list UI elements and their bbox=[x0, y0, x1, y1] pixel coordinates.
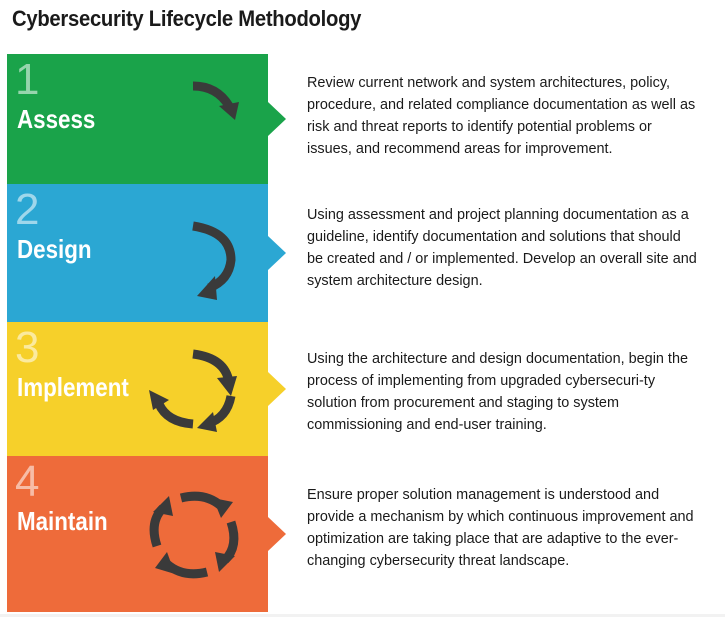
stage-description-assess: Review current network and system architectures, policy, procedure, and related compliance documentation as well as risk and threat reports to identify potential problems or issues, and recommend areas for improvement. bbox=[307, 74, 696, 157]
stage-number: 4 bbox=[15, 457, 40, 506]
stage-assess bbox=[7, 54, 268, 184]
stage-implement bbox=[7, 322, 268, 456]
stage-maintain bbox=[7, 456, 268, 612]
stage-label: Design bbox=[17, 234, 92, 264]
half-circle-arrow-icon bbox=[187, 218, 247, 304]
stage-description-maintain: Ensure proper solution management is understood and provide a mechanism by which continuous improvement and optimization are taking place that are adaptive to the ever-changing cybersecurity threat landscape. bbox=[307, 486, 694, 569]
stage-pointer bbox=[268, 102, 286, 136]
three-quarter-circle-arrows-icon bbox=[141, 344, 245, 434]
stage-pointer bbox=[268, 517, 286, 551]
stage-label: Assess bbox=[17, 104, 96, 134]
single-curved-arrow-icon bbox=[187, 76, 243, 122]
full-cycle-arrows-icon bbox=[145, 486, 245, 582]
stage-number: 2 bbox=[15, 185, 40, 234]
page-title: Cybersecurity Lifecycle Methodology bbox=[12, 6, 362, 31]
stage-label: Implement bbox=[17, 372, 129, 402]
stage-label: Maintain bbox=[17, 506, 108, 536]
stage-pointer bbox=[268, 236, 286, 270]
stage-description-design: Using assessment and project planning documentation as a guideline, identify documentation and solutions that should be created and / or implemented. Develop an overall site and system architecture design. bbox=[307, 206, 697, 289]
stage-pointer bbox=[268, 372, 286, 406]
stage-number: 3 bbox=[15, 323, 40, 372]
stage-description-implement: Using the architecture and design documentation, begin the process of implementing from upgraded cybersecuri-ty solution from procurement and staging to system commissioning and end-user training. bbox=[307, 350, 688, 433]
stage-number: 1 bbox=[15, 55, 40, 104]
stage-design bbox=[7, 184, 268, 322]
